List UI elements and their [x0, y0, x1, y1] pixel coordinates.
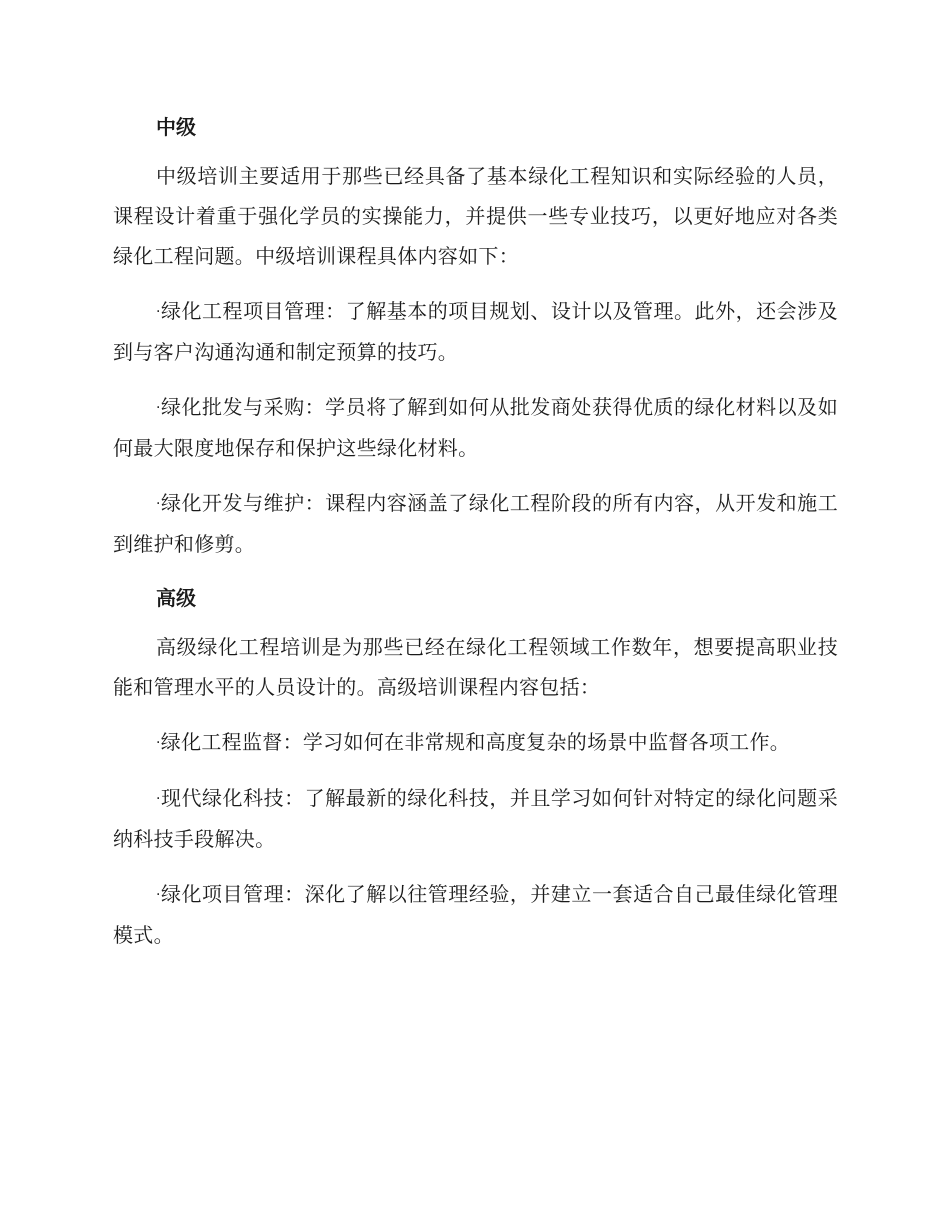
- bullet-icon: ·: [156, 496, 161, 512]
- section-heading-advanced: 高级: [156, 586, 196, 610]
- section-heading-intermediate: 中级: [156, 115, 196, 139]
- list-item: [113, 387, 838, 468]
- list-item-text: 绿化工程项目管理：了解基本的项目规划、设计以及管理。此外，还会涉及到与客户沟通沟通和制定预算的技巧。: [113, 299, 838, 364]
- bullet-icon: ·: [156, 735, 161, 751]
- bullet-icon: ·: [156, 400, 161, 416]
- list-item-text: 绿化批发与采购：学员将了解到如何从批发商处获得优质的绿化材料以及如何最大限度地保存和保护这些绿化材料。: [113, 395, 838, 460]
- list-item-text: 绿化工程监督：学习如何在非常规和高度复杂的场景中监督各项工作。: [160, 730, 791, 754]
- list-item: [113, 778, 838, 859]
- list-item: [113, 722, 838, 763]
- list-item: [113, 291, 838, 372]
- section-intro-advanced: 高级绿化工程培训是为那些已经在绿化工程领域工作数年，想要提高职业技能和管理水平的人员设计的。高级培训课程内容包括：: [113, 635, 838, 699]
- bullet-icon: ·: [156, 887, 161, 903]
- bullet-icon: ·: [156, 791, 161, 807]
- bullet-icon: ·: [156, 304, 161, 320]
- list-item-text: 现代绿化科技：了解最新的绿化科技，并且学习如何针对特定的绿化问题采纳科技手段解决。: [113, 786, 838, 851]
- section-intro-intermediate: 中级培训主要适用于那些已经具备了基本绿化工程知识和实际经验的人员，课程设计着重于强化学员的实操能力，并提供一些专业技巧，以更好地应对各类绿化工程问题。中级培训课程具体内容如下：: [113, 164, 838, 268]
- list-item-text: 绿化项目管理：深化了解以往管理经验，并建立一套适合自己最佳绿化管理模式。: [113, 882, 838, 947]
- list-item-text: 绿化开发与维护：课程内容涵盖了绿化工程阶段的所有内容，从开发和施工到维护和修剪。: [113, 491, 838, 556]
- list-item: [113, 483, 838, 564]
- list-item: [113, 874, 838, 955]
- document-body: [113, 108, 838, 970]
